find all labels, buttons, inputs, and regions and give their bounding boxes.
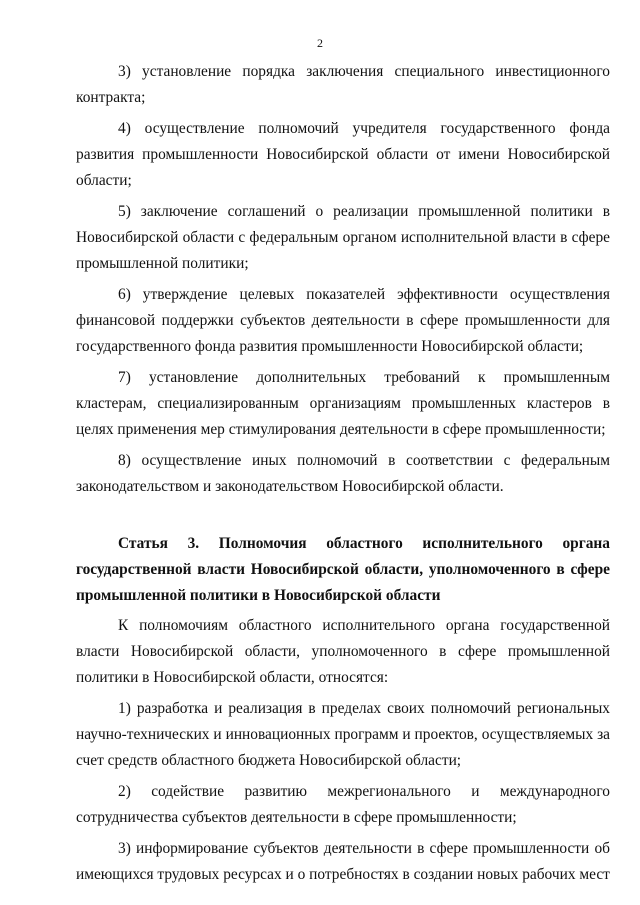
page-number: 2 bbox=[317, 36, 323, 50]
list-item: 7) установление дополнительных требований к промышленным кластерам, специализированным организациям промышленных кластеров в целях применения мер стимулирования деятельности в сфере промышленности; bbox=[76, 369, 610, 438]
list-item: 1) разработка и реализация в пределах своих полномочий региональных научно-технических и инновационных программ и проектов, осуществляемых за счет средств областного бюджета Новосибирской области; bbox=[76, 700, 610, 769]
article-intro: К полномочиям областного исполнительного органа государственной власти Новосибирской области, уполномоченного в сфере промышленной политики в Новосибирской области, относятся: bbox=[76, 617, 610, 686]
list-item: 8) осуществление иных полномочий в соответствии с федеральным законодательством и законодательством Новосибирской области. bbox=[76, 452, 610, 495]
list-item: 6) утверждение целевых показателей эффективности осуществления финансовой поддержки субъектов деятельности в сфере промышленности для государственного фонда развития промышленности Новосибирской области; bbox=[76, 286, 610, 355]
list-item: 4) осуществление полномочий учредителя государственного фонда развития промышленности Новосибирской области от имени Новосибирской области; bbox=[76, 120, 610, 189]
list-item: 5) заключение соглашений о реализации промышленной политики в Новосибирской области с федеральным органом исполнительной власти в сфере промышленной политики; bbox=[76, 203, 610, 272]
document-body bbox=[76, 59, 610, 888]
article-heading: Статья 3. Полномочия областного исполнительного органа государственной власти Новосибирской области, уполномоченного в сфере промышленной политики в Новосибирской области bbox=[76, 535, 610, 604]
list-item: 3) установление порядка заключения специального инвестиционного контракта; bbox=[76, 63, 610, 106]
list-item: 3) информирование субъектов деятельности в сфере промышленности об имеющихся трудовых ресурсах и о потребностях в создании новых рабочих мест bbox=[76, 840, 610, 883]
list-item: 2) содействие развитию межрегионального и международного сотрудничества субъектов деятельности в сфере промышленности; bbox=[76, 783, 610, 826]
